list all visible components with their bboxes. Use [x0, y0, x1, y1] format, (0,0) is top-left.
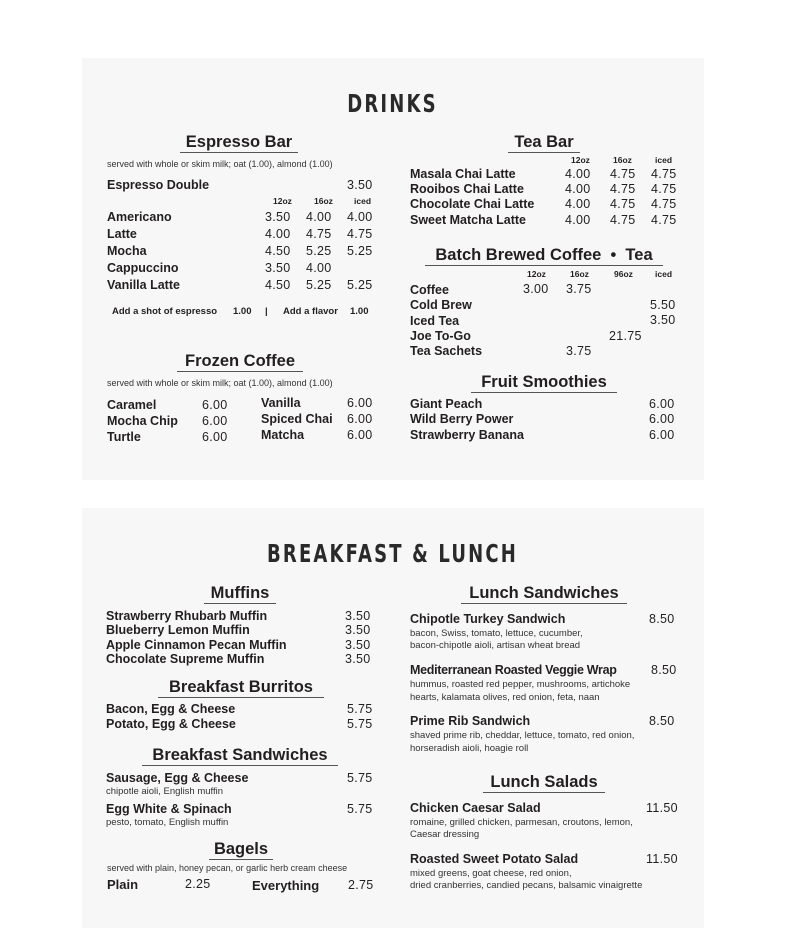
- menu-item-price: 21.75: [609, 329, 642, 343]
- menu-item-price: 4.75: [651, 197, 677, 211]
- addon-espresso-shot: Add a shot of espresso: [112, 306, 218, 317]
- menu-item-price: 4.00: [565, 213, 591, 227]
- muffins-heading: Muffins: [204, 584, 276, 604]
- size-col-header: 12oz: [527, 269, 546, 279]
- menu-item-description: bacon-chipotle aioli, artisan wheat bread: [410, 640, 581, 651]
- menu-item-name: Spiced Chai: [261, 412, 333, 426]
- menu-item-name: Matcha: [261, 428, 305, 442]
- menu-item-price: 8.50: [649, 612, 675, 626]
- espresso-bar-note: served with whole or skim milk; oat (1.00), almond (1.00): [107, 159, 333, 169]
- menu-item-name: Potato, Egg & Cheese: [106, 717, 236, 731]
- menu-item-description: dried cranberries, candied pecans, balsamic vinaigrette: [410, 880, 643, 891]
- menu-item-price: 6.00: [649, 412, 675, 426]
- menu-item-name: Cold Brew: [410, 298, 472, 312]
- menu-item-price: 8.50: [649, 714, 675, 728]
- menu-item-name: Chicken Caesar Salad: [410, 801, 541, 815]
- size-col-header: iced: [655, 269, 673, 279]
- menu-item-price: 6.00: [202, 430, 228, 444]
- menu-item-price: 3.50: [345, 609, 371, 623]
- lunch-salads-heading: Lunch Salads: [483, 773, 605, 793]
- menu-item-price: 6.00: [649, 428, 675, 442]
- size-col-header: iced: [655, 155, 673, 165]
- menu-item-name: Joe To-Go: [410, 329, 471, 343]
- menu-item-name: Chocolate Supreme Muffin: [106, 652, 265, 666]
- menu-item-price: 4.00: [565, 182, 591, 196]
- menu-item-price: 5.75: [347, 717, 373, 731]
- breakfast-lunch-title: BREAKFAST & LUNCH: [267, 539, 518, 568]
- menu-item-name: Chocolate Chai Latte: [410, 197, 535, 211]
- menu-item-price: 3.50: [347, 178, 373, 192]
- menu-item-price: 11.50: [646, 801, 678, 815]
- menu-item-name: Americano: [107, 210, 172, 224]
- menu-item-description: chipotle aioli, English muffin: [106, 786, 224, 797]
- menu-item-price: 2.25: [185, 877, 211, 891]
- menu-item-price: 4.75: [610, 182, 636, 196]
- fruit-smoothies-heading: Fruit Smoothies: [471, 373, 617, 393]
- menu-item-description: bacon, Swiss, tomato, lettuce, cucumber,: [410, 628, 583, 639]
- menu-item-price: 8.50: [651, 663, 677, 677]
- menu-item-price: 4.50: [265, 278, 291, 292]
- size-col-header: 16oz: [570, 269, 589, 279]
- menu-item-name: Bacon, Egg & Cheese: [106, 702, 236, 716]
- menu-item-name: Strawberry Banana: [410, 428, 524, 442]
- menu-item-price: 4.00: [565, 197, 591, 211]
- bagels-heading: Bagels: [209, 840, 273, 860]
- menu-item-price: 11.50: [646, 852, 678, 866]
- drinks-title: DRINKS: [347, 89, 438, 118]
- addon-espresso-shot-price: 1.00: [233, 306, 252, 317]
- menu-item-price: 4.75: [306, 227, 332, 241]
- menu-item-name: Coffee: [410, 283, 449, 297]
- menu-item-price: 2.75: [348, 878, 374, 892]
- size-col-header: 16oz: [314, 196, 333, 206]
- menu-item-price: 6.00: [347, 412, 373, 426]
- menu-item-name: Roasted Sweet Potato Salad: [410, 852, 579, 866]
- menu-item-name: Turtle: [107, 430, 141, 444]
- menu-item-name: Rooibos Chai Latte: [410, 182, 524, 196]
- breakfast-sandwiches-heading: Breakfast Sandwiches: [142, 746, 338, 766]
- menu-item-price: 5.25: [347, 244, 373, 258]
- menu-item-description: hearts, kalamata olives, red onion, feta, naan: [410, 692, 600, 703]
- menu-item-price: 3.50: [650, 313, 676, 327]
- menu-item-price: 3.75: [566, 282, 592, 296]
- menu-item-price: 4.00: [265, 227, 291, 241]
- menu-item-name: Plain: [107, 877, 139, 892]
- menu-item-price: 4.00: [306, 210, 332, 224]
- size-col-header: 16oz: [613, 155, 632, 165]
- menu-item-name: Cappuccino: [107, 261, 179, 275]
- menu-item-price: 6.00: [202, 398, 228, 412]
- menu-item-name: Wild Berry Power: [410, 412, 514, 426]
- menu-item-name: Sweet Matcha Latte: [410, 213, 527, 227]
- menu-item-price: 4.75: [347, 227, 373, 241]
- lunch-sandwiches-heading: Lunch Sandwiches: [461, 584, 627, 604]
- menu-item-name: Mocha Chip: [107, 414, 178, 428]
- menu-item-price: 5.25: [347, 278, 373, 292]
- menu-item-price: 3.50: [345, 638, 371, 652]
- menu-item-name: Prime Rib Sandwich: [410, 714, 531, 728]
- menu-item-price: 6.00: [649, 397, 675, 411]
- menu-item-price: 4.75: [651, 213, 677, 227]
- menu-item-name: Iced Tea: [410, 314, 460, 328]
- frozen-coffee-note: served with whole or skim milk; oat (1.00), almond (1.00): [107, 378, 333, 388]
- menu-item-price: 3.50: [345, 623, 371, 637]
- menu-item-name: Mocha: [107, 244, 147, 258]
- menu-item-price: 3.50: [265, 261, 291, 275]
- menu-item-name: Blueberry Lemon Muffin: [106, 623, 250, 637]
- size-col-header: 12oz: [571, 155, 590, 165]
- menu-item-price: 4.75: [651, 167, 677, 181]
- frozen-coffee-heading: Frozen Coffee: [177, 352, 303, 372]
- menu-item-name: Sausage, Egg & Cheese: [106, 771, 249, 785]
- addon-separator: |: [265, 306, 268, 317]
- menu-item-price: 6.00: [347, 396, 373, 410]
- menu-item-name: Vanilla: [261, 396, 301, 410]
- espresso-bar-heading: Espresso Bar: [180, 133, 298, 153]
- menu-item-price: 5.75: [347, 802, 373, 816]
- size-col-header: 12oz: [273, 196, 292, 206]
- size-col-header: iced: [354, 196, 372, 206]
- menu-item-name: Mediterranean Roasted Veggie Wrap: [410, 663, 617, 677]
- bagels-note: served with plain, honey pecan, or garlic herb cream cheese: [107, 863, 348, 873]
- menu-item-price: 5.50: [650, 298, 676, 312]
- menu-item-price: 4.75: [610, 213, 636, 227]
- menu-item-name: Giant Peach: [410, 397, 483, 411]
- menu-item-price: 3.50: [265, 210, 291, 224]
- menu-item-description: mixed greens, goat cheese, red onion,: [410, 868, 572, 879]
- menu-item-price: 5.75: [347, 702, 373, 716]
- tea-bar-heading: Tea Bar: [508, 133, 580, 153]
- menu-item-name: Vanilla Latte: [107, 278, 180, 292]
- menu-item-name: Strawberry Rhubarb Muffin: [106, 609, 268, 623]
- menu-item-name: Apple Cinnamon Pecan Muffin: [106, 638, 287, 652]
- menu-item-price: 4.50: [265, 244, 291, 258]
- menu-item-description: Caesar dressing: [410, 829, 480, 840]
- menu-item-price: 3.75: [566, 344, 592, 358]
- menu-item-name: Masala Chai Latte: [410, 167, 516, 181]
- menu-item-description: hummus, roasted red pepper, mushrooms, artichoke: [410, 679, 631, 690]
- batch-brewed-heading: Batch Brewed Coffee • Tea: [425, 246, 663, 266]
- menu-item-price: 3.00: [523, 282, 549, 296]
- menu-item-price: 4.75: [610, 167, 636, 181]
- menu-item-price: 3.50: [345, 652, 371, 666]
- menu-item-description: romaine, grilled chicken, parmesan, croutons, lemon,: [410, 817, 633, 828]
- addon-flavor-price: 1.00: [350, 306, 369, 317]
- addon-flavor: Add a flavor: [283, 306, 338, 317]
- menu-item-price: 4.75: [651, 182, 677, 196]
- menu-item-price: 4.00: [306, 261, 332, 275]
- menu-item-price: 5.25: [306, 278, 332, 292]
- menu-item-name: Everything: [252, 878, 320, 893]
- menu-item-name: Caramel: [107, 398, 157, 412]
- menu-item-price: 4.75: [610, 197, 636, 211]
- menu-item-name: Chipotle Turkey Sandwich: [410, 612, 566, 626]
- menu-item-price: 4.00: [565, 167, 591, 181]
- menu-item-name: Latte: [107, 227, 137, 241]
- size-col-header: 96oz: [614, 269, 633, 279]
- menu-item-price: 5.75: [347, 771, 373, 785]
- menu-item-price: 4.00: [347, 210, 373, 224]
- menu-item-name: Espresso Double: [107, 178, 210, 192]
- menu-item-name: Egg White & Spinach: [106, 802, 232, 816]
- menu-item-price: 6.00: [202, 414, 228, 428]
- breakfast-burritos-heading: Breakfast Burritos: [158, 678, 324, 698]
- menu-item-description: horseradish aioli, hoagie roll: [410, 743, 529, 754]
- menu-item-description: shaved prime rib, cheddar, lettuce, tomato, red onion,: [410, 730, 635, 741]
- menu-item-price: 5.25: [306, 244, 332, 258]
- menu-item-price: 6.00: [347, 428, 373, 442]
- menu-item-name: Tea Sachets: [410, 344, 483, 358]
- menu-item-description: pesto, tomato, English muffin: [106, 817, 229, 828]
